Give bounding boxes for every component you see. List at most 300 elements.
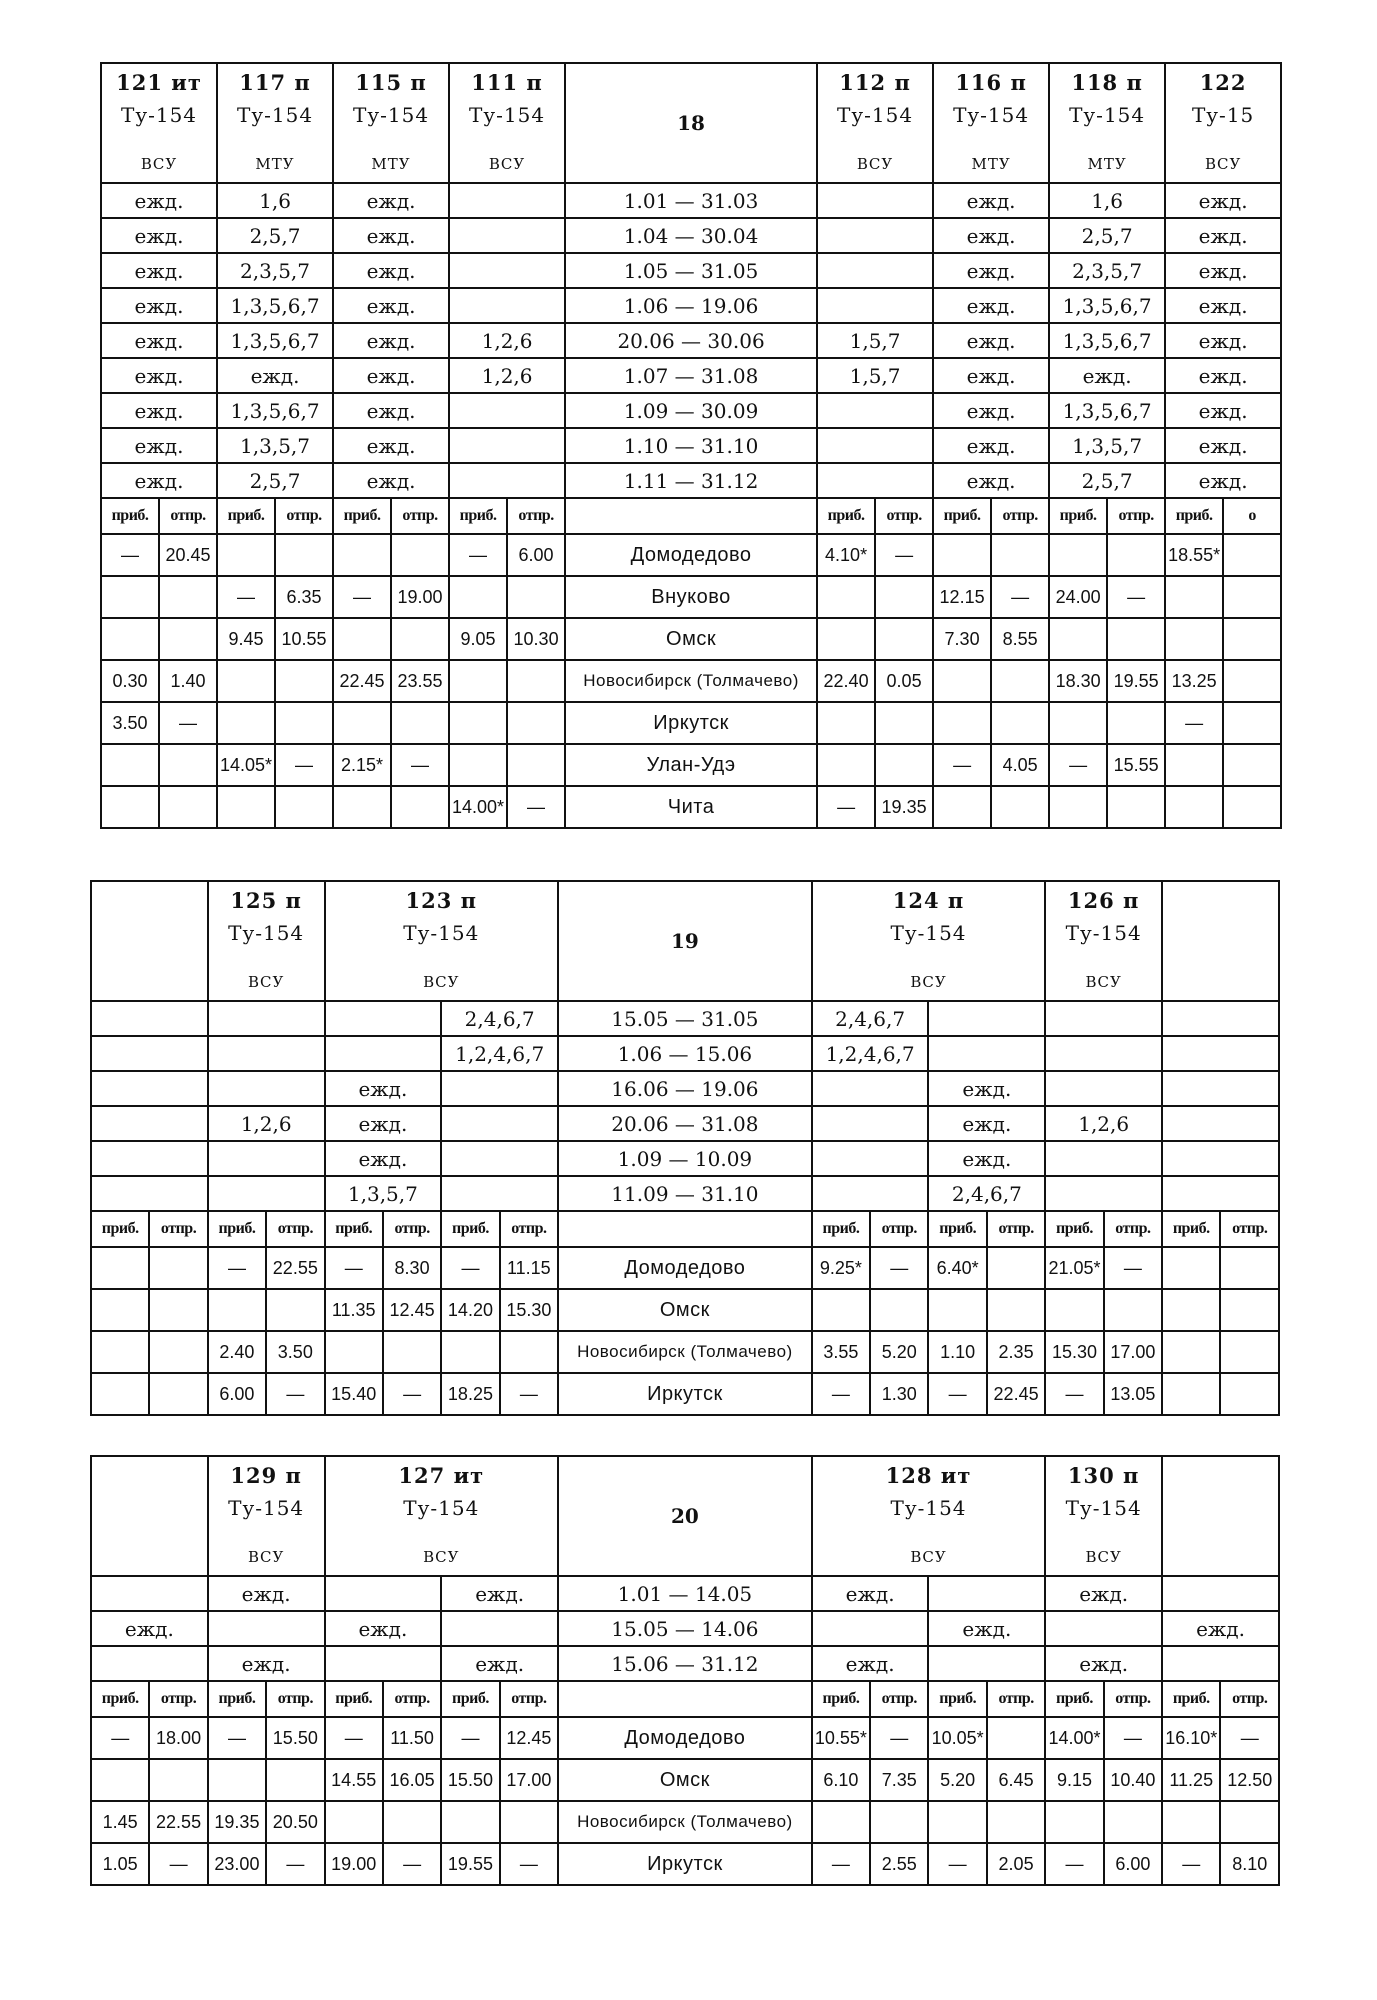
days-cell: ежд.	[933, 323, 1049, 358]
column-label: отпр.	[391, 498, 449, 534]
period-dates: 1.01 — 14.05	[558, 1576, 812, 1611]
time-cell	[987, 1801, 1045, 1843]
time-cell	[933, 534, 991, 576]
time-cell: 15.55	[1107, 744, 1165, 786]
days-cell	[91, 1036, 208, 1071]
time-cell	[441, 1801, 499, 1843]
time-cell: 1.40	[159, 660, 217, 702]
time-cell	[101, 576, 159, 618]
days-cell: ежд.	[812, 1576, 929, 1611]
days-cell: ежд.	[928, 1141, 1045, 1176]
column-label: отпр.	[266, 1681, 324, 1717]
time-cell	[817, 744, 875, 786]
days-cell	[1162, 1141, 1279, 1176]
days-cell: ежд.	[101, 358, 217, 393]
time-cell: 12.15	[933, 576, 991, 618]
timetable-grid	[100, 62, 1282, 829]
time-cell: 4.10*	[817, 534, 875, 576]
station-name: Иркутск	[558, 1373, 812, 1415]
time-cell: 14.00*	[1045, 1717, 1103, 1759]
time-cell	[208, 1289, 266, 1331]
column-label: отпр.	[1107, 498, 1165, 534]
station-column-head	[565, 498, 817, 534]
time-cell	[101, 618, 159, 660]
days-cell: 2,5,7	[217, 218, 333, 253]
time-cell	[1223, 744, 1281, 786]
days-cell: 2,5,7	[1049, 218, 1165, 253]
days-cell	[928, 1646, 1045, 1681]
column-label: приб.	[812, 1211, 870, 1247]
station-name: Чита	[565, 786, 817, 828]
time-cell: 19.00	[325, 1843, 383, 1885]
days-cell: ежд.	[933, 218, 1049, 253]
time-cell: 1.05	[91, 1843, 149, 1885]
days-cell: 1,3,5,6,7	[217, 288, 333, 323]
time-cell: —	[149, 1843, 207, 1885]
flight-number: 121 ит	[116, 70, 202, 95]
column-label: отпр.	[149, 1681, 207, 1717]
time-cell: —	[500, 1843, 558, 1885]
time-cell	[159, 618, 217, 660]
days-cell: ежд.	[1045, 1576, 1162, 1611]
column-label: приб.	[217, 498, 275, 534]
column-label: приб.	[1162, 1681, 1220, 1717]
time-cell	[1045, 1289, 1103, 1331]
period-row	[91, 1071, 1279, 1106]
time-cell: 18.00	[149, 1717, 207, 1759]
days-cell	[325, 1646, 442, 1681]
time-cell	[812, 1289, 870, 1331]
time-cell: 11.50	[383, 1717, 441, 1759]
time-cell: 15.50	[441, 1759, 499, 1801]
flight-header	[1045, 881, 1162, 1001]
days-cell	[928, 1036, 1045, 1071]
time-cell: —	[870, 1717, 928, 1759]
column-label: отпр.	[1104, 1681, 1162, 1717]
time-cell	[1223, 618, 1281, 660]
days-cell	[1045, 1176, 1162, 1211]
days-cell: ежд.	[333, 323, 449, 358]
station-row	[101, 576, 1281, 618]
column-label: приб.	[91, 1681, 149, 1717]
time-cell: 9.15	[1045, 1759, 1103, 1801]
period-row	[91, 1576, 1279, 1611]
days-cell: ежд.	[217, 358, 333, 393]
station-row	[101, 702, 1281, 744]
period-row	[101, 358, 1281, 393]
station-name: Домодедово	[558, 1717, 812, 1759]
column-label: отпр.	[987, 1681, 1045, 1717]
station-row	[101, 786, 1281, 828]
flight-header	[208, 1456, 325, 1576]
time-cell	[1220, 1331, 1279, 1373]
operator-code: МТУ	[371, 155, 411, 173]
time-cell: —	[1107, 576, 1165, 618]
flight-header-row	[91, 881, 1279, 1001]
column-label: отпр.	[1220, 1681, 1279, 1717]
days-cell	[208, 1176, 325, 1211]
time-cell	[391, 702, 449, 744]
arrival-departure-labels	[91, 1211, 1279, 1247]
time-cell	[101, 744, 159, 786]
operator-code: МТУ	[971, 155, 1011, 173]
time-cell: 19.55	[1107, 660, 1165, 702]
station-row	[101, 534, 1281, 576]
flight-header-row	[91, 1456, 1279, 1576]
time-cell: —	[266, 1843, 324, 1885]
days-cell	[1162, 1071, 1279, 1106]
period-dates: 11.09 — 31.10	[558, 1176, 812, 1211]
period-row	[91, 1646, 1279, 1681]
flight-number: 128 ит	[885, 1463, 972, 1488]
time-cell: 22.55	[266, 1247, 324, 1289]
flight-number: 129 п	[230, 1463, 302, 1488]
days-cell	[1162, 1576, 1279, 1611]
time-cell: 13.05	[1104, 1373, 1162, 1415]
days-cell: ежд.	[1165, 218, 1281, 253]
time-cell: —	[817, 786, 875, 828]
days-cell: ежд.	[101, 428, 217, 463]
column-label: приб.	[333, 498, 391, 534]
operator-code: ВСУ	[1085, 973, 1122, 991]
aircraft-type: Ту-154	[237, 103, 314, 127]
station-row	[91, 1801, 1279, 1843]
time-cell	[275, 660, 333, 702]
period-dates: 1.07 — 31.08	[565, 358, 817, 393]
period-row	[101, 288, 1281, 323]
station-row	[91, 1373, 1279, 1415]
days-cell: ежд.	[101, 183, 217, 218]
days-cell	[817, 183, 933, 218]
aircraft-type: Ту-154	[228, 1496, 305, 1520]
time-cell: 9.05	[449, 618, 507, 660]
days-cell: ежд.	[441, 1646, 558, 1681]
days-cell: 2,4,6,7	[928, 1176, 1045, 1211]
time-cell	[149, 1759, 207, 1801]
time-cell	[1107, 786, 1165, 828]
days-cell: ежд.	[933, 288, 1049, 323]
days-cell: ежд.	[933, 463, 1049, 498]
flight-header	[333, 63, 449, 183]
days-cell: ежд.	[933, 358, 1049, 393]
days-cell	[208, 1141, 325, 1176]
days-cell	[1045, 1001, 1162, 1036]
time-cell: 9.45	[217, 618, 275, 660]
flight-number: 111 п	[471, 70, 543, 95]
time-cell: 7.35	[870, 1759, 928, 1801]
column-label: о	[1223, 498, 1281, 534]
days-cell	[1045, 1036, 1162, 1071]
days-cell	[449, 428, 565, 463]
days-cell: ежд.	[928, 1611, 1045, 1646]
time-cell	[149, 1373, 207, 1415]
table-number: 19	[558, 881, 812, 1001]
period-row	[101, 183, 1281, 218]
operator-code: ВСУ	[247, 973, 285, 991]
time-cell: —	[507, 786, 565, 828]
days-cell	[91, 1646, 208, 1681]
operator-code: ВСУ	[910, 973, 947, 991]
time-cell	[275, 534, 333, 576]
time-cell: —	[812, 1373, 870, 1415]
days-cell	[325, 1036, 442, 1071]
time-cell: 22.45	[987, 1373, 1045, 1415]
time-cell: —	[449, 534, 507, 576]
time-cell: 6.00	[1104, 1843, 1162, 1885]
column-label: приб.	[812, 1681, 870, 1717]
time-cell	[1165, 576, 1223, 618]
time-cell	[1162, 1373, 1220, 1415]
flight-header	[1045, 1456, 1162, 1576]
time-cell	[449, 660, 507, 702]
days-cell: ежд.	[333, 253, 449, 288]
aircraft-type: Ту-154	[953, 103, 1030, 127]
time-cell	[333, 618, 391, 660]
time-cell: 5.20	[928, 1759, 986, 1801]
time-cell: 12.45	[500, 1717, 558, 1759]
time-cell	[149, 1247, 207, 1289]
time-cell: —	[933, 744, 991, 786]
time-cell	[91, 1373, 149, 1415]
time-cell: —	[91, 1717, 149, 1759]
days-cell: ежд.	[101, 288, 217, 323]
time-cell: —	[266, 1373, 324, 1415]
time-cell	[933, 702, 991, 744]
time-cell	[1049, 534, 1107, 576]
time-cell: 18.25	[441, 1373, 499, 1415]
time-cell	[507, 744, 565, 786]
period-dates: 1.05 — 31.05	[565, 253, 817, 288]
time-cell	[217, 786, 275, 828]
time-cell	[275, 702, 333, 744]
empty-header-cell	[1162, 1456, 1279, 1576]
flight-number: 127 ит	[398, 1463, 485, 1488]
days-cell: 2,5,7	[1049, 463, 1165, 498]
days-cell: 2,3,5,7	[217, 253, 333, 288]
time-cell	[507, 660, 565, 702]
days-cell	[91, 1001, 208, 1036]
time-cell: 6.45	[987, 1759, 1045, 1801]
time-cell	[1107, 534, 1165, 576]
time-cell: —	[1104, 1247, 1162, 1289]
days-cell: ежд.	[1165, 358, 1281, 393]
days-cell: ежд.	[101, 393, 217, 428]
column-label: приб.	[928, 1211, 986, 1247]
station-row	[101, 660, 1281, 702]
flight-number: 117 п	[239, 70, 311, 95]
days-cell: ежд.	[333, 428, 449, 463]
time-cell: 1.45	[91, 1801, 149, 1843]
period-dates: 1.06 — 19.06	[565, 288, 817, 323]
flight-number: 123 п	[405, 888, 478, 913]
days-cell	[91, 1106, 208, 1141]
aircraft-type: Ту-15	[1191, 103, 1255, 127]
operator-code: ВСУ	[247, 1548, 285, 1566]
station-column-head	[558, 1681, 812, 1717]
time-cell	[1049, 618, 1107, 660]
flight-number: 122	[1199, 70, 1247, 95]
time-cell: 18.30	[1049, 660, 1107, 702]
days-cell	[325, 1001, 442, 1036]
column-label: отпр.	[1104, 1211, 1162, 1247]
time-cell	[149, 1289, 207, 1331]
period-row	[101, 428, 1281, 463]
time-cell: 14.05*	[217, 744, 275, 786]
empty-header-cell	[91, 881, 208, 1001]
time-cell: 3.50	[266, 1331, 324, 1373]
operator-code: ВСУ	[140, 155, 178, 173]
flight-header-row	[101, 63, 1281, 183]
days-cell: ежд.	[933, 183, 1049, 218]
time-cell: —	[928, 1843, 986, 1885]
flight-header	[325, 1456, 559, 1576]
empty-header-cell	[91, 1456, 208, 1576]
time-cell	[266, 1289, 324, 1331]
time-cell: —	[1220, 1717, 1279, 1759]
operator-code: МТУ	[255, 155, 295, 173]
days-cell	[817, 428, 933, 463]
time-cell: 15.30	[500, 1289, 558, 1331]
time-cell: —	[1045, 1843, 1103, 1885]
flight-header	[208, 881, 325, 1001]
days-cell	[91, 1576, 208, 1611]
station-name: Домодедово	[558, 1247, 812, 1289]
operator-code: ВСУ	[1085, 1548, 1122, 1566]
period-dates: 1.11 — 31.12	[565, 463, 817, 498]
days-cell: ежд.	[325, 1141, 442, 1176]
days-cell	[449, 218, 565, 253]
time-cell	[875, 576, 933, 618]
time-cell	[812, 1801, 870, 1843]
time-cell: 11.15	[500, 1247, 558, 1289]
aircraft-type: Ту-154	[890, 1496, 967, 1520]
days-cell	[208, 1611, 325, 1646]
days-cell: ежд.	[928, 1071, 1045, 1106]
aircraft-type: Ту-154	[469, 103, 546, 127]
days-cell	[91, 1176, 208, 1211]
time-cell	[1220, 1801, 1279, 1843]
days-cell: 1,6	[217, 183, 333, 218]
time-cell: —	[217, 576, 275, 618]
time-cell	[500, 1801, 558, 1843]
time-cell	[91, 1247, 149, 1289]
time-cell	[1049, 702, 1107, 744]
station-row	[101, 618, 1281, 660]
time-cell	[1165, 618, 1223, 660]
time-cell	[383, 1331, 441, 1373]
operator-code: МТУ	[1087, 155, 1127, 173]
flight-header	[812, 1456, 1046, 1576]
time-cell: 16.10*	[1162, 1717, 1220, 1759]
timetable-grid	[90, 880, 1280, 1416]
days-cell: 1,3,5,7	[217, 428, 333, 463]
time-cell	[1220, 1373, 1279, 1415]
flight-header	[325, 881, 559, 1001]
time-cell: 6.10	[812, 1759, 870, 1801]
time-cell	[1049, 786, 1107, 828]
days-cell: ежд.	[333, 288, 449, 323]
time-cell: 17.00	[500, 1759, 558, 1801]
time-cell: —	[928, 1373, 986, 1415]
time-cell	[391, 534, 449, 576]
operator-code: ВСУ	[856, 155, 894, 173]
time-cell: 23.55	[391, 660, 449, 702]
days-cell: ежд.	[1165, 428, 1281, 463]
days-cell	[812, 1611, 929, 1646]
days-cell: ежд.	[101, 253, 217, 288]
station-row	[91, 1247, 1279, 1289]
time-cell: 22.45	[333, 660, 391, 702]
flight-header	[217, 63, 333, 183]
time-cell: —	[812, 1843, 870, 1885]
timetable-grid	[90, 1455, 1280, 1886]
days-cell	[1162, 1646, 1279, 1681]
time-cell	[991, 534, 1049, 576]
column-label: приб.	[1045, 1681, 1103, 1717]
days-cell: 2,4,6,7	[441, 1001, 558, 1036]
aircraft-type: Ту-154	[120, 103, 198, 127]
time-cell: 4.05	[991, 744, 1049, 786]
period-dates: 1.01 — 31.03	[565, 183, 817, 218]
days-cell	[208, 1001, 325, 1036]
days-cell	[449, 463, 565, 498]
days-cell	[1162, 1001, 1279, 1036]
time-cell	[1223, 576, 1281, 618]
time-cell: —	[325, 1717, 383, 1759]
days-cell	[91, 1141, 208, 1176]
time-cell: 14.55	[325, 1759, 383, 1801]
time-cell	[1162, 1331, 1220, 1373]
time-cell: —	[383, 1843, 441, 1885]
operator-code: ВСУ	[1204, 155, 1242, 173]
period-dates: 15.05 — 14.06	[558, 1611, 812, 1646]
time-cell	[441, 1331, 499, 1373]
time-cell: 2.55	[870, 1843, 928, 1885]
operator-code: ВСУ	[423, 973, 460, 991]
days-cell: 1,3,5,6,7	[1049, 323, 1165, 358]
days-cell: ежд.	[208, 1576, 325, 1611]
time-cell: —	[441, 1717, 499, 1759]
time-cell	[875, 618, 933, 660]
time-cell	[507, 702, 565, 744]
time-cell	[1162, 1247, 1220, 1289]
time-cell	[500, 1331, 558, 1373]
operator-code: ВСУ	[910, 1548, 947, 1566]
column-label: приб.	[928, 1681, 986, 1717]
time-cell	[870, 1289, 928, 1331]
time-cell: 22.55	[149, 1801, 207, 1843]
days-cell	[1162, 1176, 1279, 1211]
days-cell: ежд.	[1165, 288, 1281, 323]
time-cell	[159, 786, 217, 828]
days-cell: 1,3,5,7	[325, 1176, 442, 1211]
time-cell: 16.05	[383, 1759, 441, 1801]
period-dates: 1.09 — 10.09	[558, 1141, 812, 1176]
time-cell: 8.10	[1220, 1843, 1279, 1885]
days-cell: ежд.	[333, 358, 449, 393]
operator-code: ВСУ	[423, 1548, 460, 1566]
station-row	[101, 744, 1281, 786]
time-cell: —	[208, 1717, 266, 1759]
days-cell	[208, 1036, 325, 1071]
station-name: Новосибирск (Толмачево)	[565, 660, 817, 702]
aircraft-type: Ту-154	[1065, 921, 1142, 945]
flight-number: 115 п	[355, 70, 427, 95]
time-cell	[325, 1801, 383, 1843]
time-cell: 10.55*	[812, 1717, 870, 1759]
days-cell: 1,2,6	[449, 358, 565, 393]
days-cell: 2,5,7	[217, 463, 333, 498]
